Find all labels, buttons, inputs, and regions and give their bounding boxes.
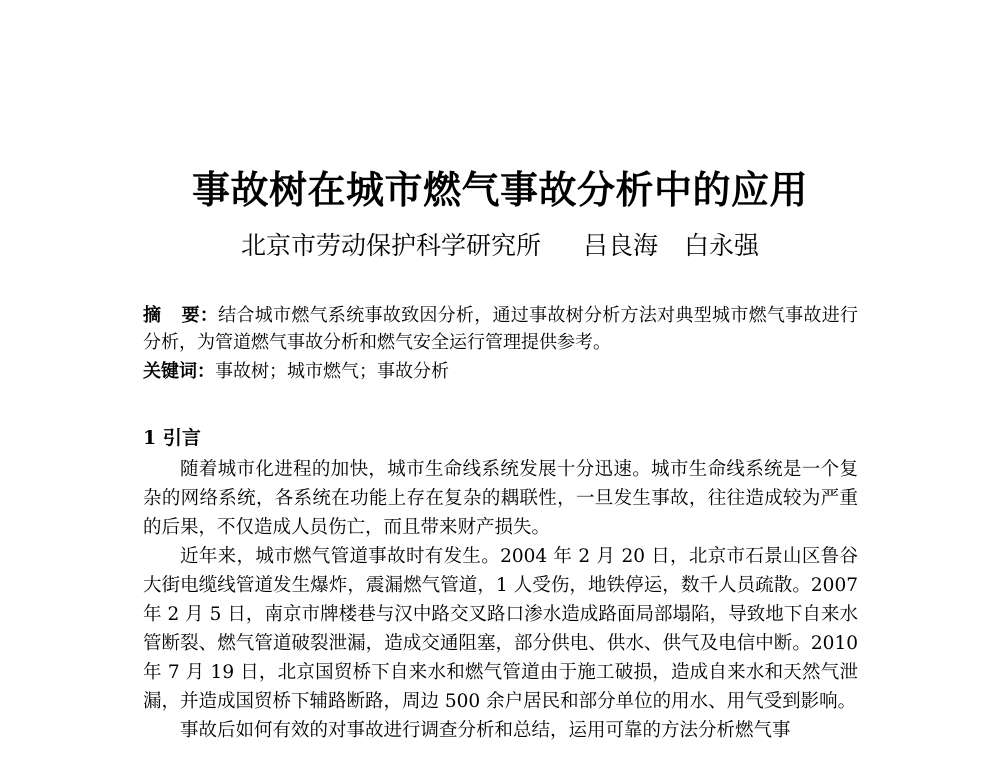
author-line: [0, 226, 1000, 266]
author-name: 吕良海: [582, 231, 658, 260]
abstract: [143, 302, 858, 356]
paragraph: 事故后如何有效的对事故进行调查分析和总结，运用可靠的方法分析燃气事: [180, 720, 791, 741]
institution: 北京市劳动保护科学研究所: [240, 231, 541, 260]
author-name: 白永强: [684, 231, 760, 260]
abstract-label: 摘 要：: [143, 305, 219, 326]
body-text: [143, 455, 858, 745]
abstract-text: 结合城市燃气系统事故致因分析，通过事故树分析方法对典型城市燃气事故进行分析，为管道燃气事故分析和燃气安全运行管理提供参考。: [143, 305, 859, 353]
section-heading: 1 引言: [143, 427, 201, 449]
paragraph: 近年来，城市燃气管道事故时有发生。2004 年 2 月 20 日，北京市石景山区鲁谷大街电缆线管道发生爆炸，震漏燃气管道，1 人受伤，地铁停运，数千人员疏散。2007 年 2 月 5 日，南京市牌楼巷与汉中路交叉路口渗水造成路面局部塌陷，导致地下自来水管断裂、燃气管道破裂泄漏，造成交通阻塞，部分供电、供水、供气及电信中断。2010 年 7 月 19 日，北京国贸桥下自来水和燃气管道由于施工破损，造成自来水和天然气泄漏，并造成国贸桥下辅路断路，周边 500 余户居民和部分单位的用水、用气受到影响。: [143, 546, 858, 712]
paper-title: 事故树在城市燃气事故分析中的应用: [191, 168, 808, 212]
keywords-label: 关键词：: [143, 361, 215, 382]
keywords-text: 事故树；城市燃气；事故分析: [215, 361, 449, 382]
keywords: [143, 358, 858, 385]
paragraph: 随着城市化进程的加快，城市生命线系统发展十分迅速。城市生命线系统是一个复杂的网络系统，各系统在功能上存在复杂的耦联性，一旦发生事故，往往造成较为严重的后果，不仅造成人员伤亡，而且带来财产损失。: [143, 459, 858, 538]
